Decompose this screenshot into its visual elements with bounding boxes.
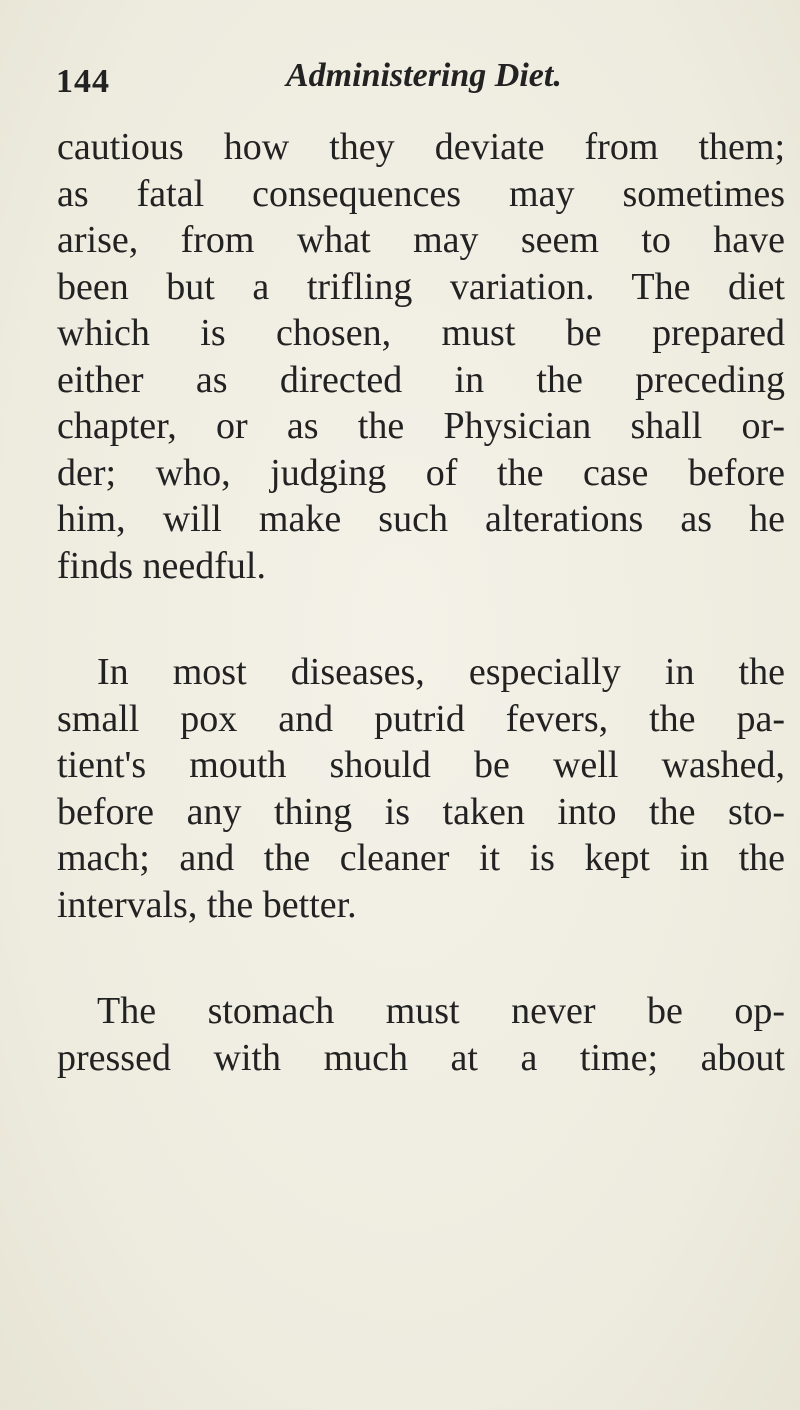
text-line: as fatal consequences may sometimes (57, 172, 785, 215)
page-number: 144 (56, 63, 110, 100)
text-line: been but a trifling variation. The diet (57, 265, 785, 308)
text-line: tient's mouth should be well washed, (57, 744, 785, 786)
text-line: small pox and putrid fevers, the pa- (57, 697, 785, 740)
text-line: finds needful. (57, 544, 266, 587)
text-line: chapter, or as the Physician shall or- (57, 405, 785, 447)
text-line: der; who, judging of the case before (57, 451, 785, 494)
text-line: which is chosen, must be prepared (57, 312, 785, 354)
running-title: Administering Diet. (286, 57, 562, 94)
text-line: cautious how they deviate from them; (57, 126, 785, 168)
text-line: intervals, the better. (57, 883, 357, 926)
text-line: either as directed in the preceding (57, 358, 785, 401)
body-text (57, 124, 785, 1141)
text-line: In most diseases, especially in the (97, 651, 785, 693)
text-line: before any thing is taken into the sto- (57, 790, 785, 833)
paragraph-2 (57, 649, 785, 928)
text-line: The stomach must never be op- (97, 990, 785, 1032)
text-line: arise, from what may seem to have (57, 219, 785, 261)
text-line: mach; and the cleaner it is kept in the (57, 837, 785, 879)
text-line: him, will make such alterations as he (57, 498, 785, 540)
paragraph-3 (57, 988, 785, 1081)
page-header (56, 55, 796, 105)
paragraph-1 (57, 124, 785, 589)
text-line: pressed with much at a time; about (57, 1036, 785, 1079)
